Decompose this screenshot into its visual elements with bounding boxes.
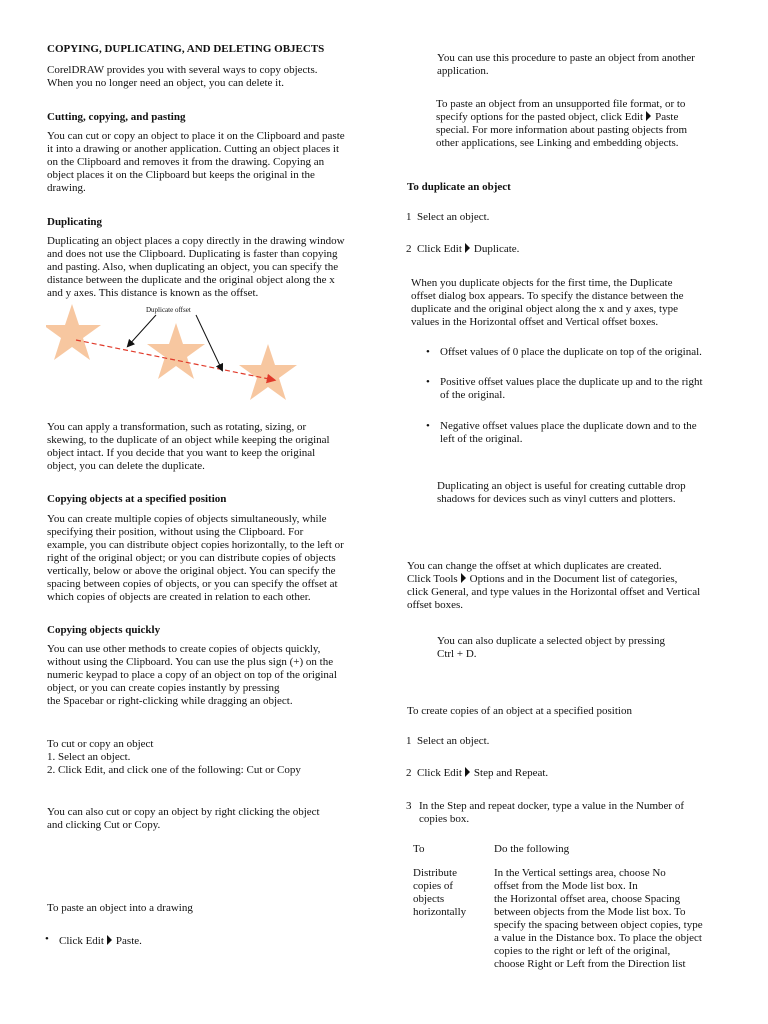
- text-line: offset dialog box appears. To specify the distance between the: [411, 290, 684, 302]
- bullet-icon: •: [426, 376, 430, 388]
- text-segment: Click Tools: [407, 573, 458, 585]
- step-text: Step and Repeat.: [473, 767, 549, 779]
- text-line: vertically, below or above the original object. You can specify the: [47, 565, 336, 577]
- text-segment: specify options for the pasted object, click Edit: [436, 111, 644, 123]
- offset-bullet-3: [426, 420, 746, 446]
- text-line: Duplicating an object places a copy directly in the drawing window: [47, 235, 345, 247]
- text-line: and y axes. This distance is known as the offset.: [47, 287, 259, 299]
- text-line: To paste an object from an unsupported file format, or to: [436, 98, 686, 110]
- text-segment: Paste: [655, 111, 679, 123]
- text-line: CorelDRAW provides you with several ways to copy objects.: [47, 64, 318, 76]
- menu-arrow-icon: [465, 243, 470, 253]
- text-line: distance between the duplicate and the original object along the x: [47, 274, 335, 286]
- text-line: specify the spacing between object copies, type: [494, 919, 703, 931]
- text-line: copies box.: [419, 813, 470, 825]
- text-line: right of the original object; or you can distribute copies of objects: [47, 552, 336, 564]
- pointer-line-left: [128, 315, 156, 346]
- text-line: skewing, to the duplicate of an object while keeping the original: [47, 434, 330, 446]
- offset-bullet-1: [426, 346, 746, 359]
- ctrl-d-note: [437, 635, 665, 661]
- step-text: Click Edit: [417, 243, 462, 255]
- text-line: Offset values of 0 place the duplicate on top of the original.: [440, 346, 702, 358]
- step-text: Duplicate.: [473, 243, 520, 255]
- text-line: specifying their position, without using the Clipboard. For: [47, 526, 304, 538]
- step-number: 2: [406, 767, 412, 779]
- duplicate-procedure-heading: To duplicate an object: [407, 181, 511, 193]
- step-text: Click Edit: [417, 767, 462, 779]
- bullet-icon: •: [45, 933, 49, 945]
- duplicate-first-time-paragraph: [411, 277, 684, 329]
- paste-step: [59, 935, 142, 948]
- text-line: Ctrl + D.: [437, 648, 477, 660]
- table-cell-to: [413, 867, 466, 919]
- offset-bullet-2: [426, 376, 746, 402]
- table-header-to: To: [413, 843, 425, 855]
- text-line: which copies of objects are created in relation to each other.: [47, 591, 311, 603]
- text-line: and pasting. Also, when duplicating an object, you can specify the: [47, 261, 339, 273]
- text-line: numeric keypad to place a copy of an object on top of the original: [47, 669, 337, 681]
- table-cell-do: [494, 867, 703, 971]
- duplicate-step-2: [406, 243, 519, 256]
- step-text: Select an object.: [417, 211, 490, 223]
- menu-arrow-icon: [465, 767, 470, 777]
- text-line: You can also duplicate a selected object by pressing: [437, 635, 665, 647]
- bullet-icon: •: [426, 420, 430, 432]
- section-heading-duplicating: Duplicating: [47, 216, 103, 228]
- text-line: drawing.: [47, 182, 86, 194]
- text-line: other applications, see Linking and embedding objects.: [436, 137, 679, 149]
- step-text: Paste.: [115, 935, 142, 947]
- step-number: 3: [406, 800, 412, 812]
- text-line: When you no longer need an object, you can delete it.: [47, 77, 285, 89]
- text-line: application.: [437, 65, 489, 77]
- text-line: You can also cut or copy an object by right clicking the object: [47, 806, 320, 818]
- step-repeat-step-1: [406, 735, 489, 748]
- text-line: duplicate and the original object along the x and y axes, type: [411, 303, 678, 315]
- text-segment: Options and in the Document list of categories,: [469, 573, 678, 585]
- text-line: You can apply a transformation, such as rotating, sizing, or: [47, 421, 307, 433]
- text-line: on the Clipboard and removes it from the drawing. Copying an: [47, 156, 325, 168]
- step-number: 1: [406, 735, 412, 747]
- second-duplicate-star-shape: [239, 344, 297, 400]
- step-text: Select an object.: [417, 735, 490, 747]
- paste-procedure-heading: To paste an object into a drawing: [47, 902, 193, 914]
- text-line: between objects from the Mode list box. To: [494, 906, 686, 918]
- text-line: left of the original.: [440, 433, 523, 445]
- menu-arrow-icon: [461, 573, 466, 583]
- stars-illustration: [46, 300, 308, 415]
- cut-copy-procedure: [47, 738, 301, 777]
- text-line: object, or you can create copies instantly by pressing: [47, 682, 280, 694]
- text-line: special. For more information about pasting objects from: [436, 124, 688, 136]
- text-line: object places it on the Clipboard but keeps the original in the: [47, 169, 315, 181]
- right-click-note: [47, 806, 320, 832]
- text-line: object, you can delete the duplicate.: [47, 460, 205, 472]
- menu-arrow-icon: [646, 111, 651, 121]
- figure-label: Duplicate offset: [146, 306, 191, 314]
- text-line: offset boxes.: [407, 599, 464, 611]
- section-heading-cutting: Cutting, copying, and pasting: [47, 111, 186, 123]
- text-line: copies of: [413, 880, 454, 892]
- text-line: and does not use the Clipboard. Duplicating is faster than copying: [47, 248, 338, 260]
- text-line: choose Right or Left from the Direction list: [494, 958, 686, 970]
- text-line: object intact. If you decide that you want to keep the original: [47, 447, 316, 459]
- duplicate-star-shape: [147, 323, 205, 379]
- text-line: offset from the Mode list box. In: [494, 880, 638, 892]
- text-line: Negative offset values place the duplicate down and to the: [440, 420, 697, 432]
- text-line: of the original.: [440, 389, 506, 401]
- text-line: [436, 111, 687, 124]
- duplicate-step-1: [406, 211, 489, 224]
- text-line: values in the Horizontal offset and Vertical offset boxes.: [411, 316, 659, 328]
- text-line: Duplicating an object is useful for creating cuttable drop: [437, 480, 686, 492]
- text-line: You can use this procedure to paste an object from another: [437, 52, 695, 64]
- transformation-paragraph: [47, 421, 330, 473]
- step-text: Click Edit: [59, 935, 104, 947]
- step-repeat-step-3: [406, 800, 684, 826]
- text-line: horizontally: [413, 906, 467, 918]
- procedure-heading: To cut or copy an object: [47, 738, 154, 750]
- page-title: COPYING, DUPLICATING, AND DELETING OBJECTS: [47, 43, 325, 55]
- menu-arrow-icon: [107, 935, 112, 945]
- table-header-do: Do the following: [494, 843, 570, 855]
- duplicate-offset-figure: [46, 300, 308, 415]
- text-line: Distribute: [413, 867, 457, 879]
- text-line: spacing between copies of objects, or you can specify the offset at: [47, 578, 338, 590]
- text-line: shadows for devices such as vinyl cutters and plotters.: [437, 493, 676, 505]
- duplicating-paragraph: [47, 235, 345, 300]
- text-line: In the Step and repeat docker, type a value in the Number of: [419, 800, 684, 812]
- text-line: You can change the offset at which duplicates are created.: [407, 560, 662, 572]
- section-heading-quickly: Copying objects quickly: [47, 624, 161, 636]
- text-line: In the Vertical settings area, choose No: [494, 867, 666, 879]
- step-repeat-procedure-heading: To create copies of an object at a specified position: [407, 705, 632, 717]
- text-line: You can create multiple copies of objects simultaneously, while: [47, 513, 327, 525]
- quickly-paragraph: [47, 643, 337, 708]
- text-line: a value in the Distance box. To place the object: [494, 932, 702, 944]
- paste-note-2: [436, 98, 687, 150]
- intro-paragraph: [47, 64, 318, 90]
- text-line: When you duplicate objects for the first time, the Duplicate: [411, 277, 673, 289]
- procedure-step: 2. Click Edit, and click one of the following: Cut or Copy: [47, 764, 301, 776]
- step-number: 1: [406, 211, 412, 223]
- text-line: You can use other methods to create copies of objects quickly,: [47, 643, 321, 655]
- text-line: [407, 573, 700, 586]
- text-line: without using the Clipboard. You can use the plus sign (+) on the: [47, 656, 334, 668]
- procedure-step: 1. Select an object.: [47, 751, 131, 763]
- text-line: click General, and type values in the Horizontal offset and Vertical: [407, 586, 701, 598]
- change-offset-paragraph: [407, 560, 700, 612]
- text-line: the Spacebar or right-clicking while dragging an object.: [47, 695, 293, 707]
- bullet-icon: •: [426, 346, 430, 358]
- text-line: Positive offset values place the duplicate up and to the right: [440, 376, 703, 388]
- specified-position-paragraph: [47, 513, 344, 604]
- paste-note-1: [437, 52, 695, 78]
- text-line: it into a drawing or another application. Cutting an object places it: [47, 143, 340, 155]
- text-line: example, you can distribute object copies horizontally, to the left or: [47, 539, 344, 551]
- step-number: 2: [406, 243, 412, 255]
- text-line: copies to the right or left of the original,: [494, 945, 671, 957]
- pointer-line-right: [196, 315, 222, 370]
- text-line: the Horizontal offset area, choose Spacing: [494, 893, 681, 905]
- text-line: You can cut or copy an object to place it on the Clipboard and paste: [47, 130, 345, 142]
- text-line: objects: [413, 893, 445, 905]
- section-heading-specified-position: Copying objects at a specified position: [47, 493, 227, 505]
- original-star-shape: [46, 304, 101, 360]
- text-line: and clicking Cut or Copy.: [47, 819, 161, 831]
- duplicate-useful-note: [437, 480, 686, 506]
- step-repeat-step-2: [406, 767, 548, 780]
- cutting-paragraph: [47, 130, 345, 195]
